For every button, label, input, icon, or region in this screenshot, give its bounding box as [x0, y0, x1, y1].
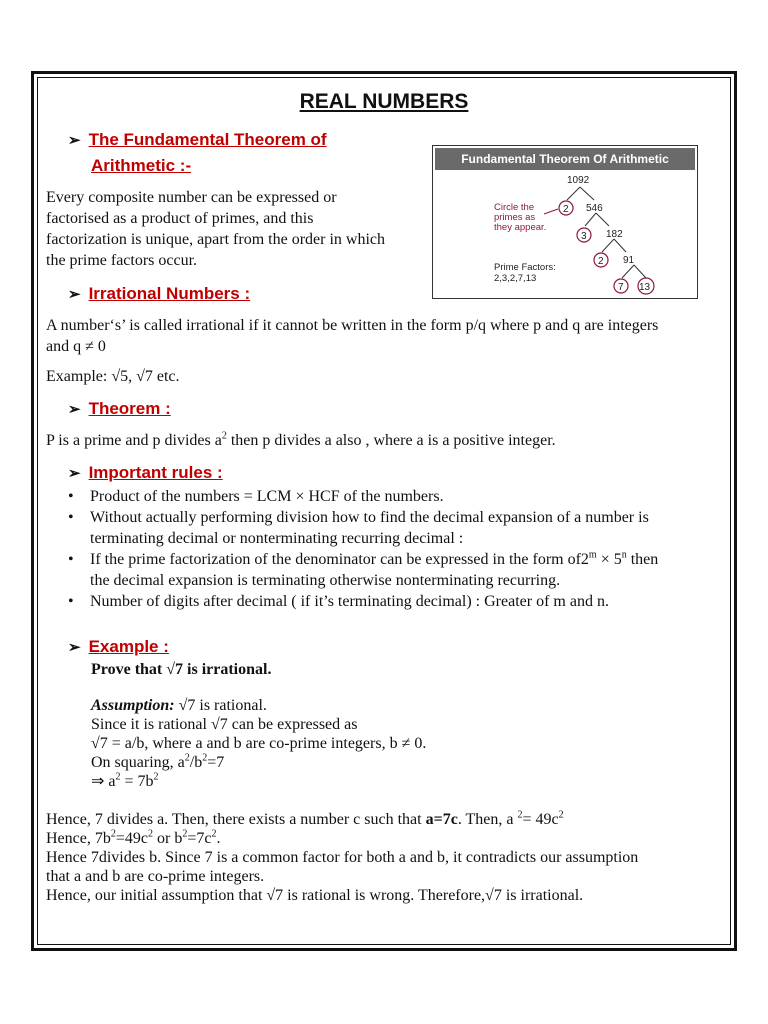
figure-header: Fundamental Theorem Of Arithmetic	[435, 148, 695, 170]
heading-fundamental-theorem-line2	[91, 156, 191, 176]
paragraph-line: Every composite number can be expressed or	[46, 189, 337, 206]
note-line: Circle the	[494, 202, 535, 213]
note-pointer	[544, 209, 558, 214]
proof-line: Hence, $7b^2=49c^2$ or $b^2=7c^2$.	[46, 828, 221, 847]
node-prime-13: 13	[639, 282, 651, 293]
factors-label: Prime Factors:	[494, 262, 556, 273]
node-prime-2b: 2	[598, 256, 604, 267]
list-item: • If the prime factorization of the denominator can be expressed in the form $of2^m \times 5^n$ then the decimal expansion is terminating otherwise nonterminating recurring.	[68, 549, 659, 589]
node-182: 182	[606, 229, 623, 240]
factor-tree-figure	[432, 145, 698, 299]
arrow-bullet-icon: ➢	[68, 465, 81, 482]
node-prime-2: 2	[563, 204, 569, 215]
node-prime-7: 7	[618, 282, 624, 293]
note-line: they appear.	[494, 222, 547, 233]
heading-fundamental-line2: Arithmetic :-	[91, 156, 192, 175]
note-line: primes as	[494, 212, 536, 223]
list-item: • Without actually performing division how to find the decimal expansion of a number is terminating decimal or nonterminating recurring decimal :	[68, 509, 649, 547]
heading-irrational-text: Irrational Numbers :	[88, 284, 251, 303]
heading-important-rules	[68, 463, 223, 483]
proof-conclusion	[46, 810, 731, 905]
proof-line: √7 = a/b, where a and b are co-prime integers, b ≠ 0.	[91, 735, 427, 752]
heading-theorem	[68, 399, 171, 419]
node-91: 91	[623, 255, 635, 266]
irrational-paragraph	[46, 315, 726, 357]
proof-assumption: Assumption: √7 is rational.	[91, 697, 267, 714]
example-prove-statement: Prove that √7 is irrational.	[91, 661, 272, 678]
paragraph-line: factorization is unique, apart from the order in which	[46, 231, 385, 248]
heading-example-text: Example :	[88, 637, 169, 656]
paragraph-line: A number‘s’ is called irrational if it cannot be written in the form p/q where p and q are integers	[46, 317, 659, 334]
factors-list: 2,3,2,7,13	[494, 273, 537, 284]
rules-list	[64, 486, 734, 612]
proof-line: Hence 7divides b. Since 7 is a common factor for both a and b, it contradicts our assumption	[46, 849, 639, 866]
fundamental-paragraph	[46, 187, 426, 271]
factor-tree-diagram	[434, 170, 696, 298]
node-1092: 1092	[567, 175, 590, 186]
arrow-bullet-icon: ➢	[68, 132, 81, 149]
arrow-bullet-icon: ➢	[68, 639, 81, 656]
arrow-bullet-icon: ➢	[68, 286, 81, 303]
paragraph-line: and q ≠ 0	[46, 338, 106, 355]
heading-rules-text: Important rules :	[88, 463, 223, 482]
heading-irrational-numbers	[68, 284, 250, 304]
irrational-example: Example: √5, √7 etc.	[46, 368, 180, 385]
arrow-bullet-icon: ➢	[68, 401, 81, 418]
proof-line: ⇒ $a^2 = 7b^2$	[91, 771, 159, 790]
list-item: • Product of the numbers = LCM × HCF of the numbers.	[68, 488, 444, 505]
proof-block	[91, 696, 426, 791]
proof-line: Hence, our initial assumption that √7 is rational is wrong. Therefore,√7 is irrational.	[46, 887, 584, 904]
heading-example	[68, 637, 169, 657]
proof-line: Since it is rational √7 can be expressed as	[91, 716, 358, 733]
proof-line: Hence, 7 divides a. Then, there exists a number c such that a=7c. Then, a $^2= 49c^2$	[46, 809, 564, 828]
proof-line: that a and b are co-prime integers.	[46, 868, 265, 885]
list-item: • Number of digits after decimal ( if it’s terminating decimal) : Greater of m and n.	[68, 593, 609, 610]
node-546: 546	[586, 203, 603, 214]
proof-line: On squaring, $a^2/b^2=7$	[91, 752, 225, 771]
heading-fundamental-theorem	[68, 130, 327, 150]
paragraph-line: factorised as a product of primes, and this	[46, 210, 314, 227]
heading-theorem-text: Theorem :	[88, 399, 171, 418]
paragraph-line: the prime factors occur.	[46, 252, 198, 269]
node-prime-3: 3	[581, 231, 587, 242]
page-title: REAL NUMBERS	[299, 90, 469, 113]
heading-fundamental-line1: The Fundamental Theorem of	[88, 130, 327, 149]
theorem-statement: P is a prime and p divides $a^2$ then p divides a also , where a is a positive integer.	[46, 430, 556, 449]
